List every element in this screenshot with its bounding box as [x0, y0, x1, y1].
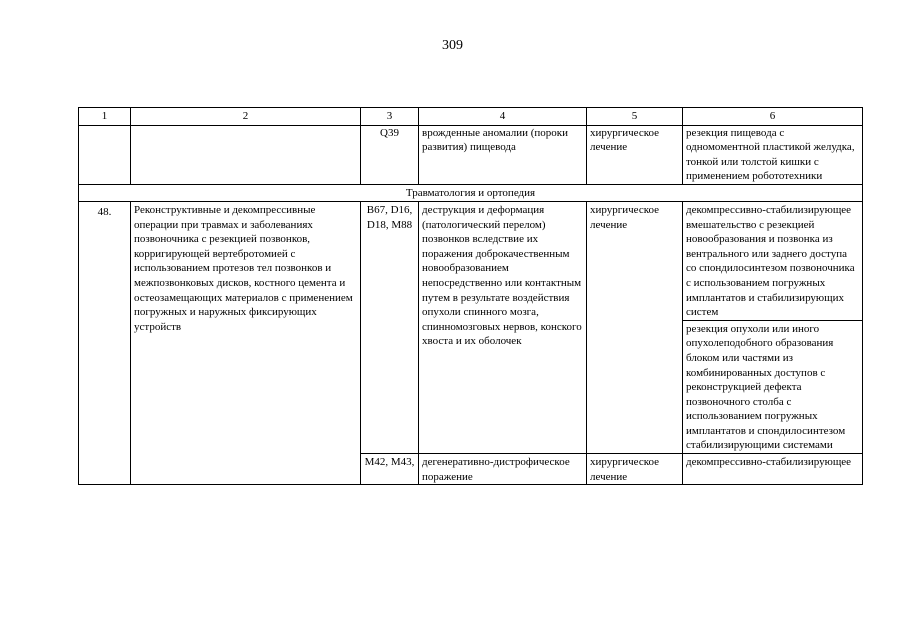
diagnosis-cell: врожденные аномалии (пороки развития) пищевода [419, 125, 587, 184]
treatment-type-cell: хирургическое лечение [587, 454, 683, 485]
diagnosis-cell: дегенеративно-дистрофическое поражение [419, 454, 587, 485]
column-header: 6 [683, 108, 863, 126]
treatment-type-cell: хирургическое лечение [587, 201, 683, 453]
table-row [79, 125, 863, 184]
icd-code-cell: Q39 [361, 125, 419, 184]
treatment-method-cell: резекция пищевода с одномоментной пластикой желудка, тонкой или толстой кишки с применением робототехники [683, 125, 863, 184]
icd-code-cell: M42, M43, [361, 454, 419, 485]
column-header: 5 [587, 108, 683, 126]
column-header: 4 [419, 108, 587, 126]
services-table [78, 107, 863, 485]
table-row [79, 201, 863, 320]
column-header: 2 [131, 108, 361, 126]
treatment-method-cell: декомпрессивно-стабилизирующее [683, 454, 863, 485]
treatment-method-cell: резекция опухоли или иного опухолеподобного образования блоком или частями из комбинированных доступов с реконструкцией дефекта позвоночного столба с использованием погружных имплантатов и спондилосинтезом стабилизирующими системами [683, 320, 863, 453]
row-number-cell [79, 125, 131, 184]
page-number: 309 [442, 38, 463, 53]
diagnosis-cell: деструкция и деформация (патологический перелом) позвонков вследствие их поражения доброкачественным новообразованием непосредственно или контактным путем в результате воздействия опухоли спинного мозга, спинномозговых нервов, конского хвоста и их оболочек [419, 201, 587, 453]
service-name-cell [131, 125, 361, 184]
row-number-cell: 48. [79, 201, 131, 484]
column-header: 1 [79, 108, 131, 126]
service-name-cell: Реконструктивные и декомпрессивные операции при травмах и заболеваниях позвоночника с резекцией позвонков, корригирующей вертебротомией с использованием протезов тел позвонков и межпозвонковых дисков, костного цемента и остеозамещающих материалов с применением погружных и наружных фиксирующих устройств [131, 201, 361, 484]
treatment-type-cell: хирургическое лечение [587, 125, 683, 184]
treatment-method-cell: декомпрессивно-стабилизирующее вмешательство с резекцией новообразования и позвонка из вентрального или заднего доступа со спондилосинтезом позвоночника с использованием погружных имплантатов и стабилизирующих систем [683, 201, 863, 320]
section-title: Травматология и ортопедия [79, 184, 863, 201]
icd-code-cell: B67, D16, D18, M88 [361, 201, 419, 453]
table-header-row [79, 108, 863, 126]
section-row [79, 184, 863, 201]
column-header: 3 [361, 108, 419, 126]
